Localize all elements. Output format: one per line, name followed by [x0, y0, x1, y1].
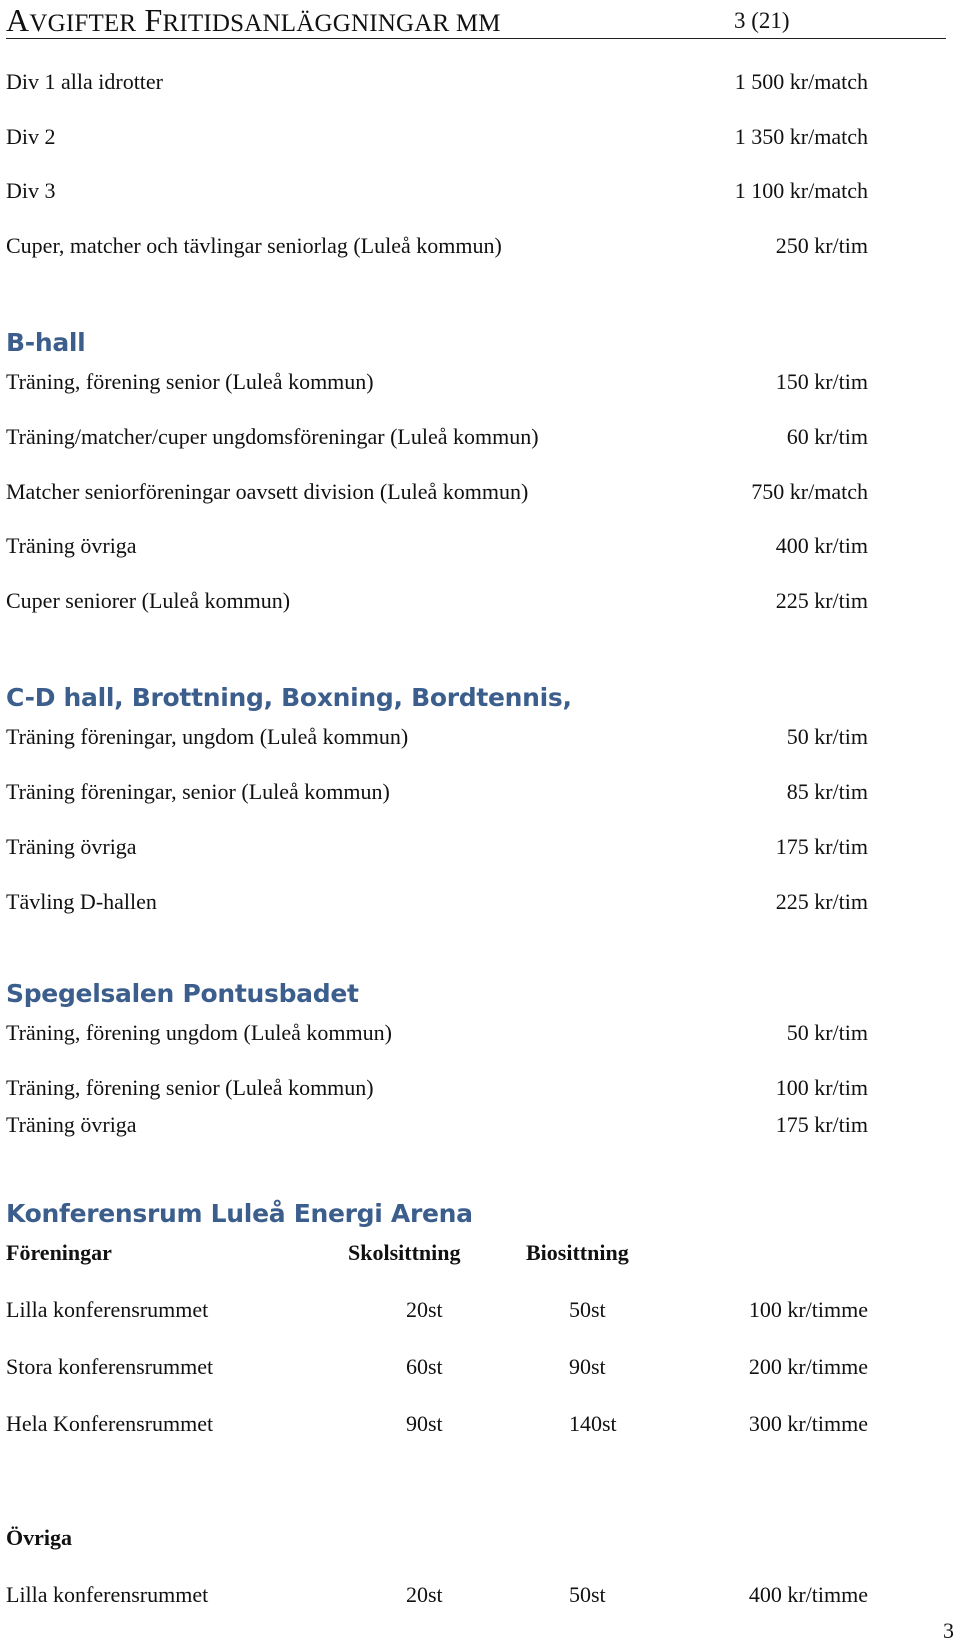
fee-row	[6, 586, 868, 616]
fee-price: 100 kr/tim	[775, 1075, 868, 1100]
fee-row	[6, 422, 868, 452]
skolsittning-value: 20st	[406, 1297, 443, 1322]
title-initial-2: F	[136, 2, 163, 38]
fee-label: Div 2	[6, 124, 56, 149]
biosittning-value: 50st	[569, 1297, 606, 1322]
fee-row	[6, 67, 868, 97]
fee-price: 225 kr/tim	[775, 889, 868, 914]
room-price: 200 kr/timme	[748, 1354, 868, 1379]
room-price: 400 kr/timme	[748, 1582, 868, 1607]
room-price: 300 kr/timme	[748, 1411, 868, 1436]
table-row	[6, 1352, 868, 1382]
column-header-biosittning: Biosittning	[526, 1240, 629, 1265]
section-heading-b-hall: B-hall	[6, 328, 86, 357]
fee-price: 150 kr/tim	[775, 369, 868, 394]
table-row	[6, 1409, 868, 1439]
column-header-foreningar: Föreningar	[6, 1240, 112, 1265]
title-initial-1: A	[6, 2, 30, 38]
fee-price: 750 kr/match	[751, 479, 868, 504]
fee-price: 50 kr/tim	[786, 724, 868, 749]
fee-price: 175 kr/tim	[775, 834, 868, 859]
room-name: Stora konferensrummet	[6, 1354, 214, 1379]
page-reference: 3 (21)	[734, 8, 790, 33]
fee-row	[6, 176, 868, 206]
fee-price: 1 500 kr/match	[734, 69, 868, 94]
skolsittning-value: 60st	[406, 1354, 443, 1379]
fee-row	[6, 1018, 868, 1048]
section-heading-spegelsalen: Spegelsalen Pontusbadet	[6, 979, 359, 1008]
page-header	[6, 0, 946, 39]
fee-row	[6, 1110, 868, 1140]
fee-price: 250 kr/tim	[775, 233, 868, 258]
fee-label: Träning föreningar, senior (Luleå kommun)	[6, 779, 390, 804]
fee-label: Träning föreningar, ungdom (Luleå kommun)	[6, 724, 409, 749]
fee-label: Träning, förening senior (Luleå kommun)	[6, 1075, 374, 1100]
fee-price: 1 100 kr/match	[734, 178, 868, 203]
fee-label: Träning, förening ungdom (Luleå kommun)	[6, 1020, 392, 1045]
skolsittning-value: 90st	[406, 1411, 443, 1436]
biosittning-value: 50st	[569, 1582, 606, 1607]
column-header-skolsittning: Skolsittning	[348, 1240, 461, 1265]
fee-price: 60 kr/tim	[786, 424, 868, 449]
section-heading-konferensrum: Konferensrum Luleå Energi Arena	[6, 1199, 473, 1228]
title-word-1: VGIFTER	[29, 10, 137, 37]
document-title	[6, 2, 501, 39]
fee-label: Div 3	[6, 178, 56, 203]
fee-label: Träning övriga	[6, 533, 137, 558]
room-name: Lilla konferensrummet	[6, 1582, 209, 1607]
fee-row	[6, 1073, 868, 1103]
biosittning-value: 140st	[569, 1411, 617, 1436]
fee-price: 175 kr/tim	[775, 1112, 868, 1137]
fee-price: 225 kr/tim	[775, 588, 868, 613]
fee-row	[6, 777, 868, 807]
fee-label: Tävling D-hallen	[6, 889, 157, 914]
fee-price: 85 kr/tim	[786, 779, 868, 804]
fee-label: Div 1 alla idrotter	[6, 69, 164, 94]
fee-label: Cuper, matcher och tävlingar seniorlag (Luleå kommun)	[6, 233, 502, 258]
fee-price: 1 350 kr/match	[734, 124, 868, 149]
fee-row	[6, 231, 868, 261]
fee-row	[6, 477, 868, 507]
room-name: Lilla konferensrummet	[6, 1297, 209, 1322]
skolsittning-value: 20st	[406, 1582, 443, 1607]
biosittning-value: 90st	[569, 1354, 606, 1379]
fee-label: Träning/matcher/cuper ungdomsföreningar (Luleå kommun)	[6, 424, 539, 449]
subheading-ovriga	[6, 1523, 868, 1553]
title-word-2: RITIDSANLÄGGNINGAR MM	[162, 10, 501, 37]
room-name: Hela Konferensrummet	[6, 1411, 214, 1436]
fee-row	[6, 531, 868, 561]
fee-label: Träning övriga	[6, 834, 137, 859]
ovriga-label: Övriga	[6, 1525, 72, 1550]
fee-row	[6, 832, 868, 862]
table-header-row	[6, 1238, 868, 1268]
table-row	[6, 1295, 868, 1325]
fee-label: Cuper seniorer (Luleå kommun)	[6, 588, 291, 613]
room-price: 100 kr/timme	[748, 1297, 868, 1322]
page-number: 3	[943, 1618, 954, 1643]
fee-label: Träning, förening senior (Luleå kommun)	[6, 369, 374, 394]
fee-row	[6, 722, 868, 752]
table-row	[6, 1580, 868, 1610]
fee-label: Träning övriga	[6, 1112, 137, 1137]
fee-label: Matcher seniorföreningar oavsett division (Luleå kommun)	[6, 479, 529, 504]
fee-row	[6, 367, 868, 397]
section-heading-c-d-hall: C-D hall, Brottning, Boxning, Bordtennis,	[6, 683, 572, 712]
fee-row	[6, 122, 868, 152]
fee-price: 400 kr/tim	[775, 533, 868, 558]
fee-price: 50 kr/tim	[786, 1020, 868, 1045]
fee-row	[6, 887, 868, 917]
